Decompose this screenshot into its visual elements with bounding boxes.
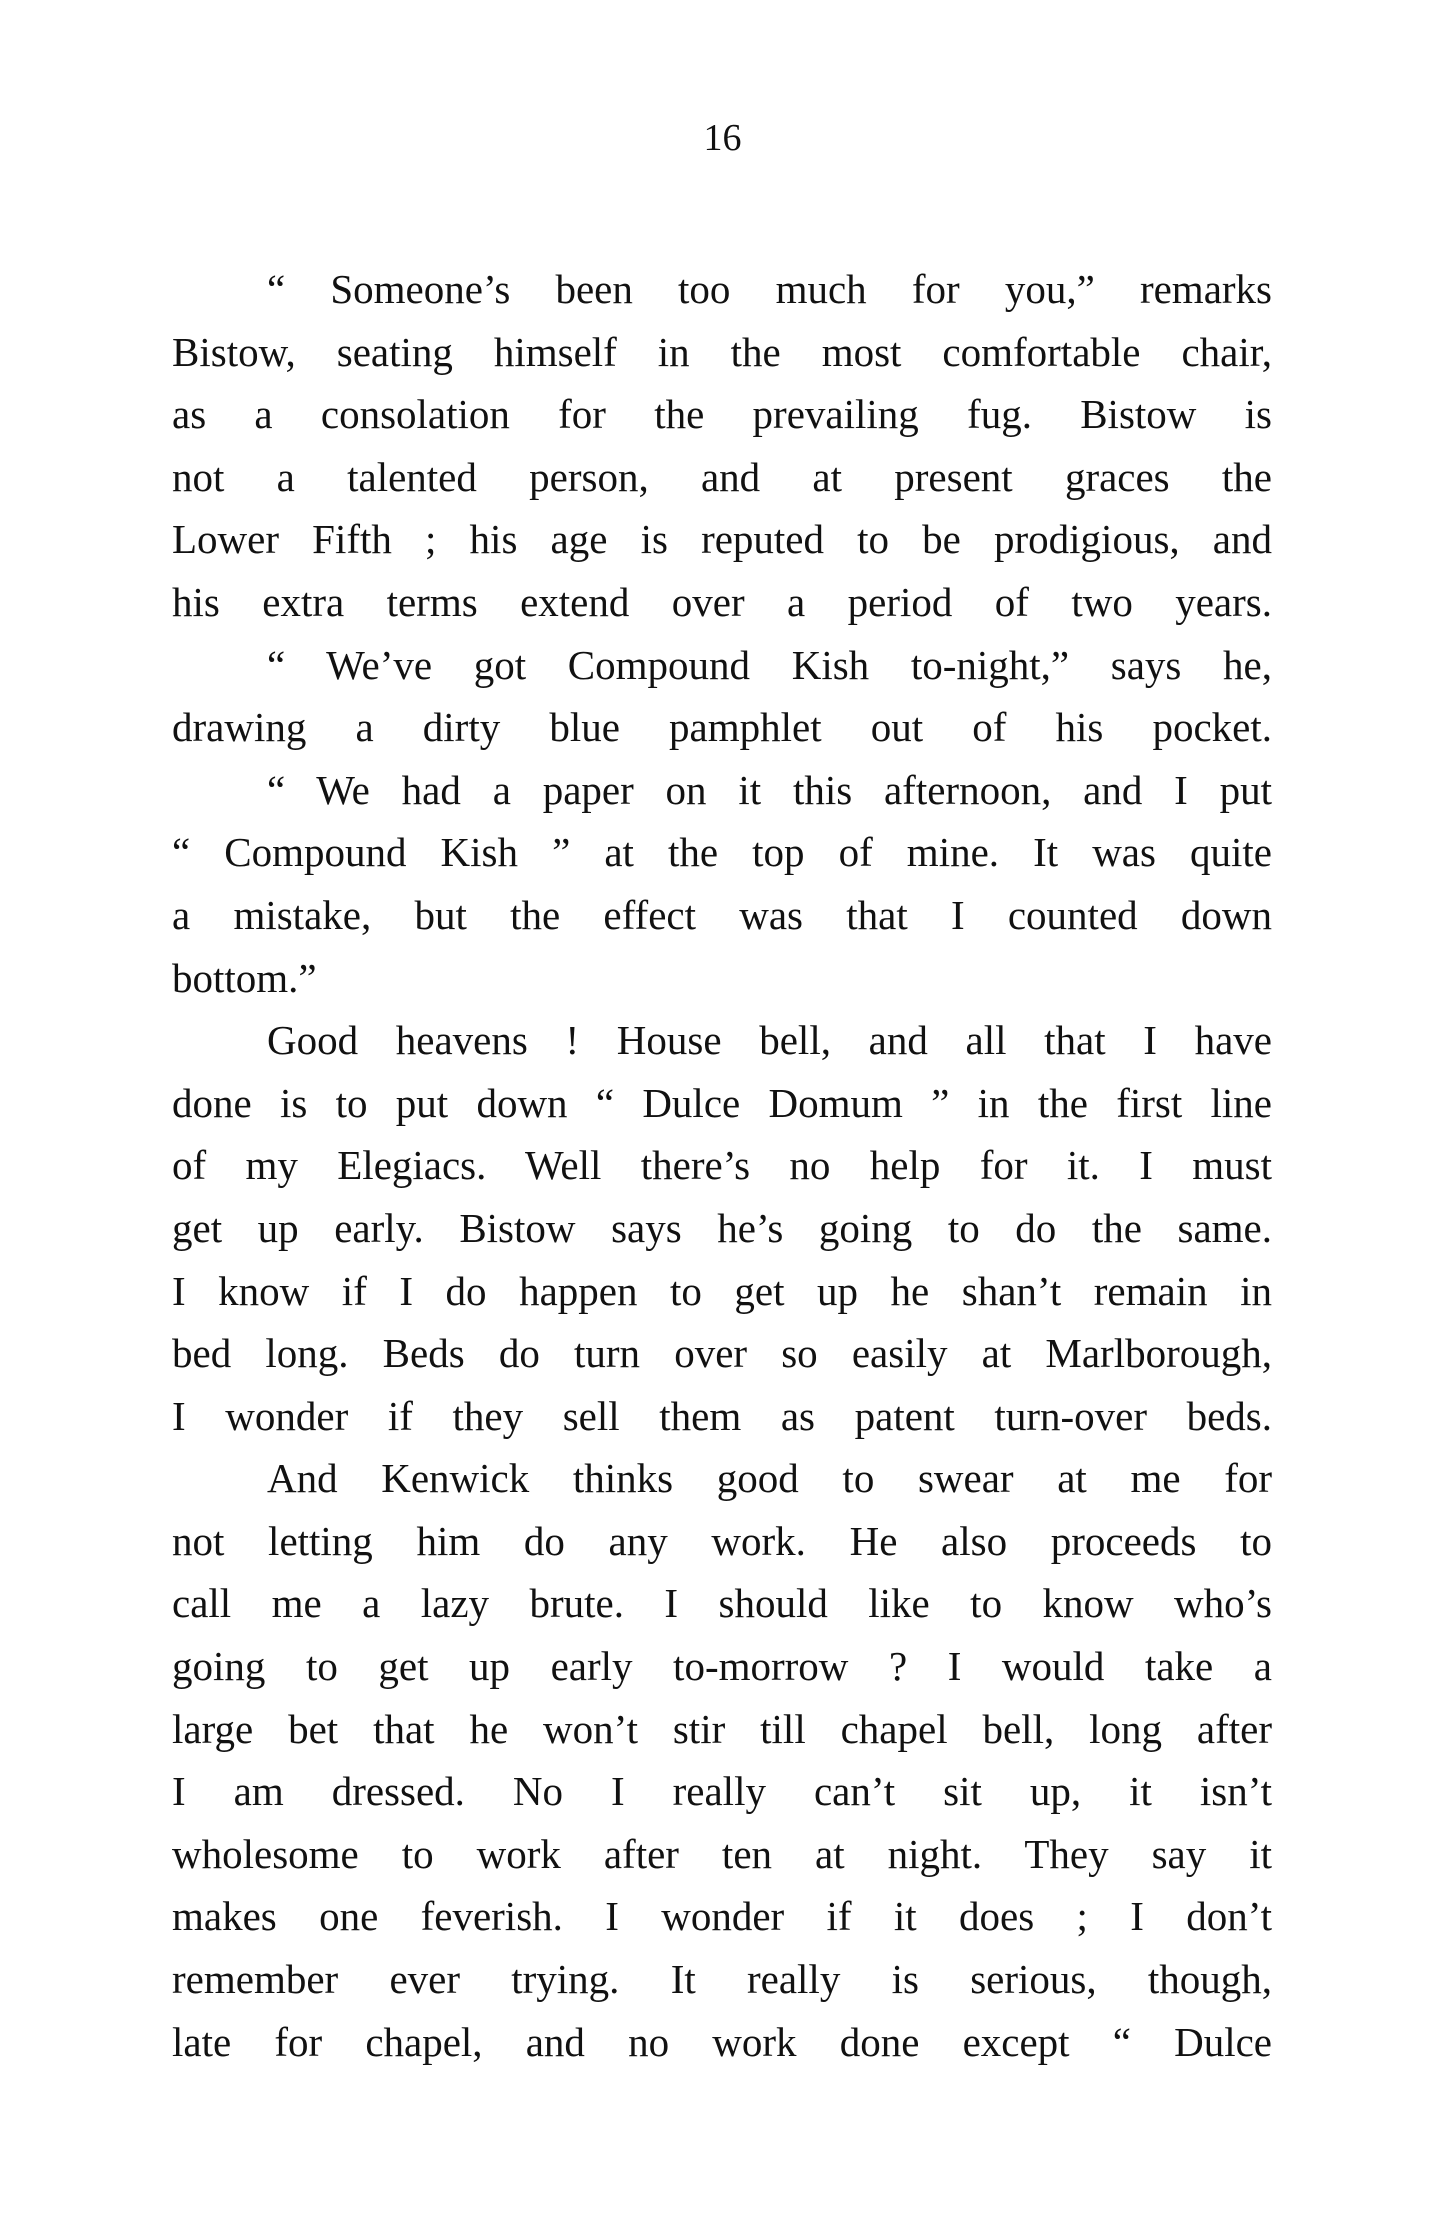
text-line: “ Compound Kish ” at the top of mine. It was quite <box>172 829 1272 876</box>
text-line: And Kenwick thinks good to swear at me for <box>267 1455 1272 1502</box>
text-line: Bistow, seating himself in the most comfortable chair, <box>172 328 1272 375</box>
text-line: done is to put down “ Dulce Domum ” in the first line <box>172 1079 1272 1126</box>
text-line: bottom.” <box>172 954 317 1001</box>
text-line: “ We’ve got Compound Kish to-night,” says he, <box>267 641 1272 688</box>
text-line: wholesome to work after ten at night. They say it <box>172 1830 1272 1877</box>
text-line: late for chapel, and no work done except “ Dulce <box>172 2018 1272 2065</box>
page-number: 16 <box>703 117 742 159</box>
text-line: makes one feverish. I wonder if it does ; I don’t <box>172 1893 1272 1940</box>
text-line: I wonder if they sell them as patent turn-over beds. <box>172 1392 1272 1439</box>
text-line: remember ever trying. It really is serious, though, <box>172 1956 1272 2003</box>
text-line: “ We had a paper on it this afternoon, and I put <box>267 766 1272 813</box>
text-line: going to get up early to-morrow ? I would take a <box>172 1643 1272 1690</box>
text-line: “ Someone’s been too much for you,” remarks <box>267 266 1272 312</box>
text-line: a mistake, but the effect was that I counted down <box>172 891 1272 938</box>
text-line: Good heavens ! House bell, and all that I have <box>267 1017 1272 1064</box>
text-line: not a talented person, and at present graces the <box>172 453 1272 500</box>
text-line: not letting him do any work. He also proceeds to <box>172 1517 1272 1564</box>
text-line: bed long. Beds do turn over so easily at Marlborough, <box>172 1330 1272 1377</box>
text-line: his extra terms extend over a period of two years. <box>172 578 1272 625</box>
text-line: as a consolation for the prevailing fug. Bistow is <box>172 391 1272 438</box>
text-line: get up early. Bistow says he’s going to do the same. <box>172 1204 1272 1251</box>
text-line: of my Elegiacs. Well there’s no help for it. I must <box>172 1142 1272 1189</box>
body-text <box>172 258 1272 2073</box>
text-line: call me a lazy brute. I should like to know who’s <box>172 1580 1272 1627</box>
text-line: large bet that he won’t stir till chapel bell, long after <box>172 1705 1272 1752</box>
text-line: Lower Fifth ; his age is reputed to be prodigious, and <box>172 516 1272 563</box>
text-line: drawing a dirty blue pamphlet out of his pocket. <box>172 704 1272 751</box>
text-line: I am dressed. No I really can’t sit up, it isn’t <box>172 1768 1272 1815</box>
text-line: I know if I do happen to get up he shan’t remain in <box>172 1267 1272 1314</box>
